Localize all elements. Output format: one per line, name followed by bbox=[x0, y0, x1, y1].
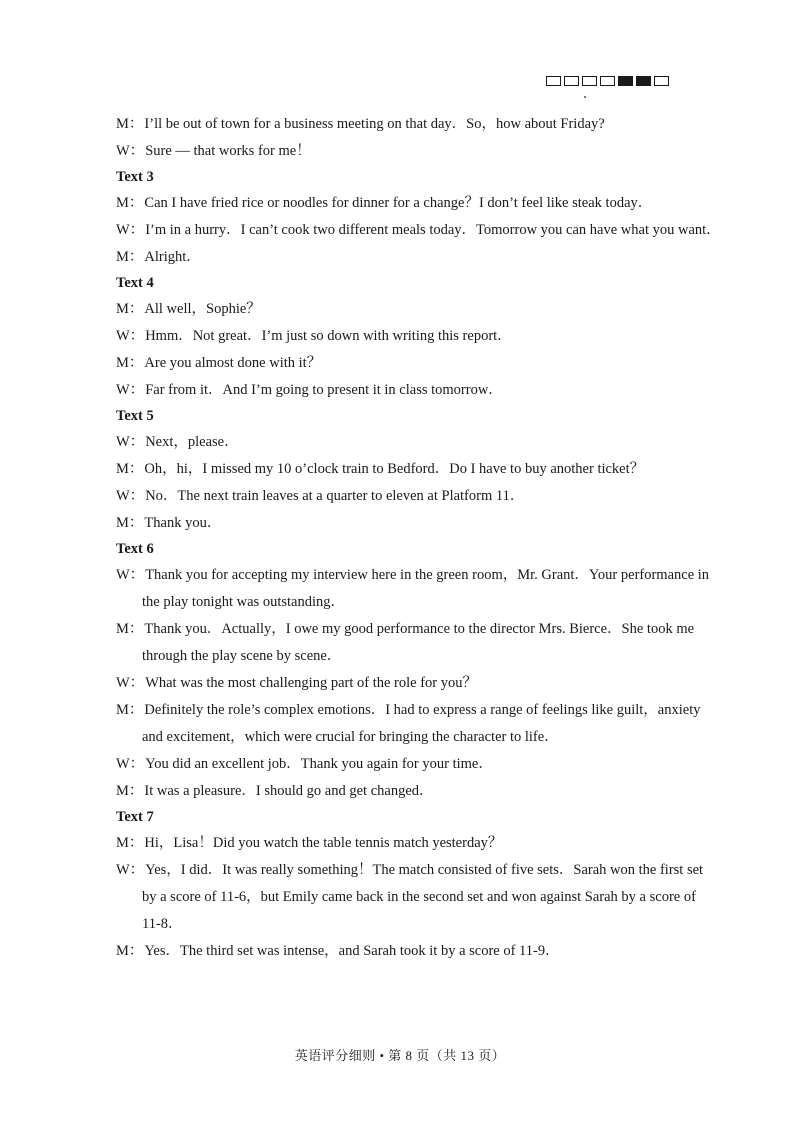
speaker-label: M： bbox=[116, 116, 144, 132]
section-heading: Text 3 bbox=[116, 169, 154, 185]
speaker-label: M： bbox=[116, 355, 144, 371]
dialogue-line bbox=[116, 350, 690, 377]
speaker-label: W： bbox=[116, 675, 145, 691]
section-heading: Text 4 bbox=[116, 275, 154, 291]
dialogue-text: Thank you．Actually，I owe my good performance to the director Mrs. Bierce．She took me bbox=[144, 621, 695, 637]
marker-box-empty bbox=[582, 76, 597, 86]
marker-box-filled bbox=[636, 76, 651, 86]
speaker-label: W： bbox=[116, 143, 145, 159]
section-heading: Text 5 bbox=[116, 408, 154, 424]
dialogue-text: Thank you for accepting my interview here in the green room，Mr. Grant．Your performance in bbox=[145, 567, 710, 583]
dialogue-line bbox=[116, 778, 690, 805]
dialogue-text: Hmm．Not great．I’m just so down with writing this report． bbox=[145, 328, 512, 344]
speaker-label: M： bbox=[116, 195, 144, 211]
dialogue-text: Can I have fried rice or noodles for dinner for a change？I don’t feel like steak today． bbox=[144, 195, 653, 211]
dialogue-text: Definitely the role’s complex emotions．I had to express a range of feelings like guilt，anxiety bbox=[144, 702, 701, 718]
page-footer: 英语评分细则 • 第 8 页（共 13 页） bbox=[294, 1048, 506, 1063]
dialogue-text: Yes．The third set was intense，and Sarah took it by a score of 11-9． bbox=[144, 943, 560, 959]
dialogue-line bbox=[116, 429, 690, 456]
dialogue-text: Thank you． bbox=[144, 515, 222, 531]
dialogue-text: You did an excellent job．Thank you again for your time． bbox=[145, 756, 493, 772]
section-heading: Text 7 bbox=[116, 809, 154, 825]
dialogue-line bbox=[116, 323, 690, 350]
marker-box-empty bbox=[600, 76, 615, 86]
dialogue-line bbox=[116, 244, 690, 271]
dialogue-text: Oh，hi，I missed my 10 o’clock train to Bedford．Do I have to buy another ticket？ bbox=[144, 461, 645, 477]
page-marker-boxes bbox=[546, 76, 669, 86]
dialogue-text: What was the most challenging part of the role for you？ bbox=[145, 675, 477, 691]
dialogue-line bbox=[116, 938, 690, 965]
dialogue-text: Far from it．And I’m going to present it in class tomorrow． bbox=[145, 382, 503, 398]
dialogue-line bbox=[116, 697, 701, 724]
dialogue-line bbox=[116, 562, 710, 589]
dialogue-text: Hi，Lisa！Did you watch the table tennis match yesterday？ bbox=[144, 835, 503, 851]
dialogue-line bbox=[116, 217, 721, 244]
dialogue-line bbox=[116, 751, 690, 778]
dialogue-text: I’m in a hurry．I can’t cook two different meals today．Tomorrow you can have what you want． bbox=[145, 222, 721, 238]
dialogue-line bbox=[116, 857, 704, 884]
dialogue-line bbox=[116, 296, 690, 323]
dialogue-text: No．The next train leaves at a quarter to eleven at Platform 11． bbox=[145, 488, 525, 504]
speaker-label: W： bbox=[116, 862, 145, 878]
dialogue-line bbox=[116, 670, 690, 697]
speaker-label: M： bbox=[116, 702, 144, 718]
dialogue-line bbox=[116, 138, 690, 165]
speaker-label: W： bbox=[116, 434, 145, 450]
speaker-label: W： bbox=[116, 756, 145, 772]
speaker-label: M： bbox=[116, 835, 144, 851]
speaker-label: W： bbox=[116, 222, 145, 238]
dialogue-line bbox=[116, 830, 690, 857]
speaker-label: M： bbox=[116, 249, 144, 265]
dialogue-text: All well，Sophie？ bbox=[144, 301, 261, 317]
dialogue-continuation: by a score of 11-6，but Emily came back in the second set and won against Sarah by a score of bbox=[142, 889, 696, 905]
dialogue-text: Yes，I did．It was really something！The match consisted of five sets．Sarah won the first set bbox=[145, 862, 704, 878]
dialogue-line bbox=[116, 377, 690, 404]
dialogue-line bbox=[116, 111, 690, 138]
speaker-label: M： bbox=[116, 943, 144, 959]
dialogue-line bbox=[116, 483, 690, 510]
speaker-label: M： bbox=[116, 621, 144, 637]
speaker-label: W： bbox=[116, 488, 145, 504]
dialogue-text: Are you almost done with it？ bbox=[144, 355, 322, 371]
dialogue-text: Alright． bbox=[144, 249, 201, 265]
speaker-label: M： bbox=[116, 515, 144, 531]
marker-box-empty bbox=[564, 76, 579, 86]
dialogue-continuation: through the play scene by scene． bbox=[142, 648, 342, 664]
marker-box-filled bbox=[618, 76, 633, 86]
dialogue-line bbox=[116, 510, 690, 537]
marker-dot bbox=[584, 96, 586, 98]
marker-box-empty bbox=[654, 76, 669, 86]
dialogue-line bbox=[116, 616, 695, 643]
dialogue-continuation: the play tonight was outstanding． bbox=[142, 594, 345, 610]
dialogue-continuation: and excitement，which were crucial for bringing the character to life． bbox=[142, 729, 559, 745]
speaker-label: M： bbox=[116, 783, 144, 799]
dialogue-text: Next，please． bbox=[145, 434, 239, 450]
speaker-label: W： bbox=[116, 328, 145, 344]
speaker-label: M： bbox=[116, 461, 144, 477]
speaker-label: W： bbox=[116, 567, 145, 583]
dialogue-text: It was a pleasure．I should go and get changed． bbox=[144, 783, 434, 799]
marker-box-empty bbox=[546, 76, 561, 86]
dialogue-continuation: 11-8． bbox=[142, 916, 183, 932]
dialogue-line bbox=[116, 190, 690, 217]
speaker-label: M： bbox=[116, 301, 144, 317]
dialogue-line bbox=[116, 456, 690, 483]
transcript-body bbox=[116, 111, 721, 965]
section-heading: Text 6 bbox=[116, 541, 154, 557]
dialogue-text: Sure — that works for me！ bbox=[145, 143, 311, 159]
speaker-label: W： bbox=[116, 382, 145, 398]
dialogue-text: I’ll be out of town for a business meeting on that day．So，how about Friday? bbox=[144, 116, 605, 132]
